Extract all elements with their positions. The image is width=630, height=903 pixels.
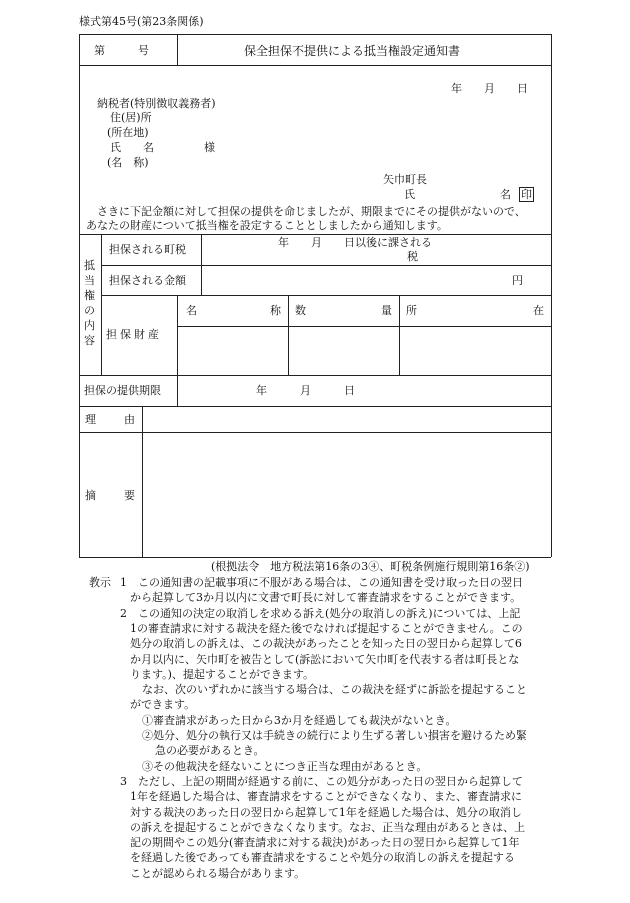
form-number: 様式第45号(第23条関係): [79, 15, 204, 28]
instruction-line: の訴えを提起することができなくなります。なお、正当な理由があるときは、上: [130, 820, 526, 834]
instructions-label: 教示: [89, 576, 111, 589]
collateral-col-divider-1: [288, 295, 289, 375]
col-qty-b: 量: [381, 304, 392, 317]
secured-tax-label: 担保される町税: [109, 243, 186, 256]
side-char: 抵: [84, 259, 95, 272]
collateral-col-divider-2: [399, 295, 400, 375]
intro-line-2: あなたの財産について抵当権を設定することとしましたから通知します。: [86, 219, 448, 232]
table-border-top: [79, 34, 551, 35]
issuer-title: 矢巾町長: [383, 173, 427, 186]
deadline-top-line: [79, 375, 551, 376]
side-label-divider: [101, 234, 102, 375]
side-char: 当: [84, 274, 95, 287]
row-line-2: [101, 295, 551, 296]
name-label: 氏 名: [110, 141, 154, 154]
summary-label-b: 要: [124, 489, 135, 502]
location-label: (所在地): [107, 126, 149, 139]
instruction-line: ことが認められる場合があります。: [130, 866, 306, 880]
instruction-line: ができます。: [130, 698, 196, 712]
deadline-label: 担保の提供期限: [84, 384, 161, 397]
deadline-col-divider: [177, 375, 178, 406]
secured-tax-value-line2: 税: [407, 250, 418, 263]
table-border-left: [79, 34, 80, 557]
issuer-name-label-a: 氏: [404, 188, 415, 201]
content-top-line: [79, 234, 551, 235]
col-qty-a: 数: [295, 304, 306, 317]
instruction-line: ③その他裁決を経ないことにつき正当な理由があるとき。: [142, 759, 428, 773]
instruction-line: 処分の取消しの訴えは、この裁決があったことを知った日の翌日から起算して6: [130, 637, 522, 651]
instruction-line: なお、次のいずれかに該当する場合は、この裁決を経ずに訴訟を提起すること: [142, 683, 527, 697]
deadline-bottom-line: [79, 406, 551, 407]
col-name-b: 称: [270, 304, 281, 317]
reason-col-divider: [142, 406, 143, 557]
collateral-header-line: [177, 326, 551, 327]
taxpayer-label: 納税者(特別徴収義務者): [97, 97, 216, 110]
residence-label: 住(居)所: [110, 111, 152, 124]
col-name-a: 名: [186, 304, 197, 317]
instruction-line: 2 この通知の決定の取消しを求める訴え(処分の取消しの訴え)については、上記: [120, 606, 521, 620]
issuer-name-label-b: 名: [500, 188, 511, 201]
instruction-line: ②処分、処分の執行又は手続きの続行により生ずる著しい損害を避けるため緊: [142, 729, 527, 742]
collateral-label-divider: [177, 295, 178, 375]
header-col-divider: [177, 34, 178, 65]
label-col-divider: [201, 234, 202, 295]
side-char: 容: [84, 334, 95, 347]
instruction-line: か月以内に、矢巾町を被告として(訴訟において矢巾町を代表する者は町長とな: [130, 652, 520, 666]
row-line-1: [101, 265, 551, 266]
instruction-line: 1 この通知書の記載事項に不服がある場合は、この通知書を受け取った日の翌日: [120, 576, 523, 589]
instruction-line: ①審査請求があった日から3か月を経過しても裁決がないとき。: [142, 713, 457, 727]
instruction-line: を経過した後であっても審査請求をすることや処分の取消しの訴えを提起する: [130, 851, 515, 865]
side-char: 権: [84, 289, 95, 302]
side-char: の: [84, 304, 95, 317]
name-alt-label: (名 称): [107, 156, 149, 169]
col-loc-a: 所: [406, 304, 417, 317]
instruction-line: 対する裁決のあった日の翌日から起算して1年を経過した場合は、処分の取消し: [130, 805, 522, 819]
instruction-line: 1年を経過した場合は、審査請求をすることができなくなり、また、審査請求に: [130, 790, 522, 804]
table-border-right: [551, 34, 552, 557]
instruction-line: 記の期間やこの処分(審査請求に対する裁決)があった日の翌日から起算して1年: [130, 836, 520, 850]
number-label: 第 号: [94, 44, 149, 57]
seal-mark: 印: [521, 188, 532, 201]
table-border-bottom: [79, 557, 551, 558]
document-title: 保全担保不提供による抵当権設定通知書: [244, 44, 461, 58]
honorific-sama: 様: [204, 141, 215, 154]
instruction-line: ります。)、提起することができます。: [130, 667, 315, 681]
side-char: 内: [84, 319, 95, 332]
deadline-value: 年 月 日: [256, 384, 355, 397]
instruction-line: 急の必要があるとき。: [155, 744, 265, 758]
summary-label-a: 摘: [85, 489, 96, 502]
date-field: 年 月 日: [451, 82, 528, 95]
reason-label-a: 理: [85, 413, 96, 426]
reason-bottom-line: [79, 432, 551, 433]
collateral-label: 担保財産: [106, 328, 162, 341]
secured-tax-value-line1: 年 月 日以後に課される: [278, 236, 432, 249]
intro-line-1: さきに下記金額に対して担保の提供を命じましたが、期限までにその提供がないので、: [97, 205, 526, 218]
instruction-line: 1の審査請求に対する裁決を経た後でなければ提起することができません。この: [130, 621, 523, 635]
header-divider: [79, 65, 551, 66]
legal-basis: (根拠法令 地方税法第16条の3④、町税条例施行規則第16条②): [211, 560, 530, 573]
secured-amount-unit: 円: [512, 274, 523, 287]
col-loc-b: 在: [533, 304, 544, 317]
instruction-line: 3 ただし、上記の期間が経過する前に、この処分があった日の翌日から起算して: [120, 774, 523, 788]
instruction-line: から起算して3か月以内に文書で町長に対して審査請求をすることができます。: [130, 591, 522, 605]
reason-label-b: 由: [124, 413, 135, 426]
secured-amount-label: 担保される金額: [109, 274, 186, 287]
